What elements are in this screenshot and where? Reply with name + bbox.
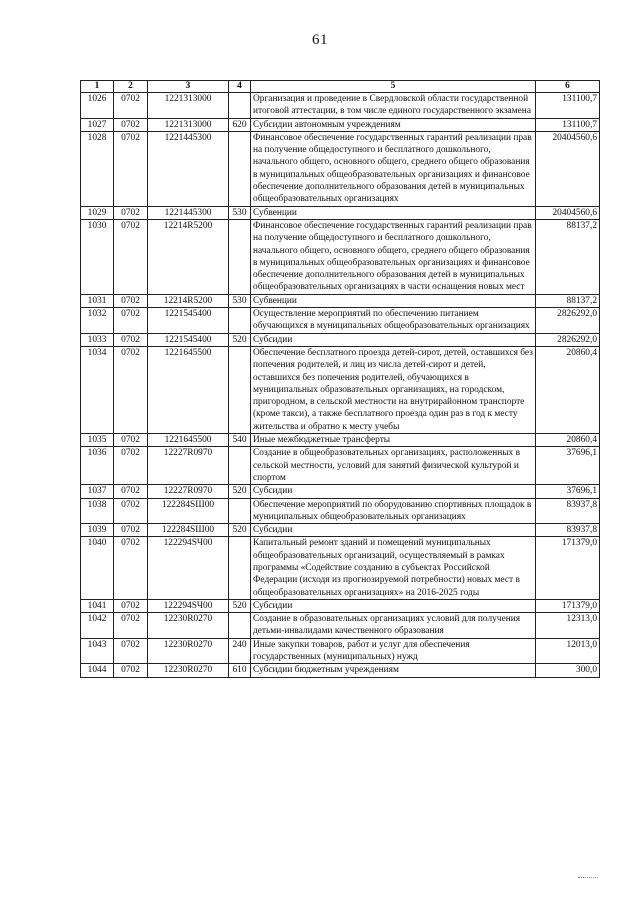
cell-target: 1221445300 — [148, 131, 229, 206]
cell-num: 1035 — [81, 434, 114, 447]
cell-num: 1036 — [81, 447, 114, 485]
col-header-num: 1 — [81, 81, 114, 93]
table-row — [81, 613, 600, 639]
cell-target: 12227R0970 — [148, 485, 229, 498]
table-row — [81, 294, 600, 307]
cell-section: 0702 — [114, 333, 148, 346]
cell-section: 0702 — [114, 308, 148, 334]
cell-kind: 520 — [229, 524, 251, 537]
cell-num: 1043 — [81, 638, 114, 664]
table-row — [81, 524, 600, 537]
cell-name: Субсидии бюджетным учреждениям — [251, 664, 536, 677]
cell-section: 0702 — [114, 638, 148, 664]
cell-target: 12230R0270 — [148, 613, 229, 639]
cell-name: Финансовое обеспечение государственных гарантий реализации прав на получение общедоступного и бесплатного дошкольного, начального общего, основного общего, среднего общего образования в муниципальных общеобразовательных организациях и финансовое обеспечение дополнительного образования детей в муниципальных общеобразовательных организациях — [251, 131, 536, 206]
cell-section: 0702 — [114, 524, 148, 537]
cell-name: Иные межбюджетные трансферты — [251, 434, 536, 447]
cell-amount: 20860,4 — [536, 434, 600, 447]
table-row — [81, 638, 600, 664]
cell-target: 1221313000 — [148, 93, 229, 119]
cell-section: 0702 — [114, 664, 148, 677]
cell-name: Субсидии автономным учреждениям — [251, 118, 536, 131]
cell-name: Осуществление мероприятий по обеспечению питанием обучающихся в муниципальных общеобразовательных организациях — [251, 308, 536, 334]
table-row — [81, 498, 600, 524]
cell-amount: 20404560,6 — [536, 206, 600, 219]
cell-target: 1221645500 — [148, 346, 229, 433]
cell-kind — [229, 131, 251, 206]
cell-name: Субсидии — [251, 333, 536, 346]
cell-amount: 88137,2 — [536, 219, 600, 294]
cell-target: 1221645500 — [148, 434, 229, 447]
cell-section: 0702 — [114, 219, 148, 294]
cell-kind: 240 — [229, 638, 251, 664]
table-row — [81, 206, 600, 219]
cell-kind: 610 — [229, 664, 251, 677]
cell-amount: 37696,1 — [536, 447, 600, 485]
cell-kind: 620 — [229, 118, 251, 131]
cell-num: 1038 — [81, 498, 114, 524]
cell-amount: 12013,0 — [536, 638, 600, 664]
cell-section: 0702 — [114, 118, 148, 131]
cell-num: 1034 — [81, 346, 114, 433]
cell-name: Организация и проведение в Свердловской области государственной итоговой аттестации, в том числе единого государственного экзамена — [251, 93, 536, 119]
table-row — [81, 131, 600, 206]
cell-kind — [229, 498, 251, 524]
table-row — [81, 447, 600, 485]
cell-target: 122284SШ00 — [148, 524, 229, 537]
cell-amount: 131100,7 — [536, 118, 600, 131]
cell-amount: 12313,0 — [536, 613, 600, 639]
cell-amount: 2826292,0 — [536, 308, 600, 334]
header-row — [81, 81, 600, 93]
cell-num: 1033 — [81, 333, 114, 346]
col-header-amount: 6 — [536, 81, 600, 93]
cell-name: Капитальный ремонт зданий и помещений муниципальных общеобразовательных организаций, осуществляемый в рамках программы «Содействие созданию в субъектах Российской Федерации (исходя из прогнозируемой потребности) новых мест в общеобразовательных организациях» на 2016-2025 годы — [251, 537, 536, 599]
cell-num: 1029 — [81, 206, 114, 219]
cell-target: 12230R0270 — [148, 638, 229, 664]
table-row — [81, 434, 600, 447]
cell-name: Субсидии — [251, 599, 536, 612]
cell-num: 1041 — [81, 599, 114, 612]
cell-section: 0702 — [114, 447, 148, 485]
cell-amount: 88137,2 — [536, 294, 600, 307]
cell-kind: 520 — [229, 333, 251, 346]
col-header-target: 3 — [148, 81, 229, 93]
cell-num: 1037 — [81, 485, 114, 498]
cell-amount: 83937,8 — [536, 498, 600, 524]
cell-num: 1030 — [81, 219, 114, 294]
cell-amount: 171379,0 — [536, 537, 600, 599]
table-row — [81, 537, 600, 599]
col-header-kind: 4 — [229, 81, 251, 93]
table-row — [81, 485, 600, 498]
cell-name: Иные закупки товаров, работ и услуг для обеспечения государственных (муниципальных) нужд — [251, 638, 536, 664]
table-row — [81, 599, 600, 612]
cell-target: 1221545400 — [148, 308, 229, 334]
cell-kind: 520 — [229, 485, 251, 498]
table-row — [81, 308, 600, 334]
cell-amount: 37696,1 — [536, 485, 600, 498]
cell-target: 12230R0270 — [148, 664, 229, 677]
cell-num: 1039 — [81, 524, 114, 537]
cell-section: 0702 — [114, 485, 148, 498]
cell-target: 1221445300 — [148, 206, 229, 219]
cell-name: Создание в общеобразовательных организациях, расположенных в сельской местности, условий для занятий физической культурой и спортом — [251, 447, 536, 485]
cell-target: 122284SШ00 — [148, 498, 229, 524]
cell-target: 1221545400 — [148, 333, 229, 346]
cell-name: Обеспечение мероприятий по оборудованию спортивных площадок в муниципальных общеобразовательных организациях — [251, 498, 536, 524]
cell-num: 1032 — [81, 308, 114, 334]
cell-section: 0702 — [114, 537, 148, 599]
cell-kind: 530 — [229, 294, 251, 307]
table-row — [81, 333, 600, 346]
cell-kind: 520 — [229, 599, 251, 612]
cell-kind — [229, 447, 251, 485]
cell-section: 0702 — [114, 206, 148, 219]
cell-num: 1026 — [81, 93, 114, 119]
cell-name: Субвенции — [251, 294, 536, 307]
cell-target: 122294SЧ00 — [148, 537, 229, 599]
cell-num: 1042 — [81, 613, 114, 639]
cell-num: 1028 — [81, 131, 114, 206]
cell-name: Создание в образовательных организациях условий для получения детьми-инвалидами качественного образования — [251, 613, 536, 639]
budget-table — [80, 80, 600, 678]
col-header-section: 2 — [114, 81, 148, 93]
cell-target: 12214R5200 — [148, 294, 229, 307]
cell-kind — [229, 308, 251, 334]
cell-section: 0702 — [114, 294, 148, 307]
cell-section: 0702 — [114, 498, 148, 524]
cell-num: 1040 — [81, 537, 114, 599]
cell-name: Субсидии — [251, 524, 536, 537]
table-row — [81, 93, 600, 119]
cell-amount: 300,0 — [536, 664, 600, 677]
cell-amount: 20404560,6 — [536, 131, 600, 206]
cell-num: 1031 — [81, 294, 114, 307]
cell-amount: 2826292,0 — [536, 333, 600, 346]
cell-target: 12227R0970 — [148, 447, 229, 485]
cell-target: 1221313000 — [148, 118, 229, 131]
cell-amount: 20860,4 — [536, 346, 600, 433]
cell-kind — [229, 537, 251, 599]
cell-amount: 83937,8 — [536, 524, 600, 537]
table-row — [81, 118, 600, 131]
col-header-name: 5 — [251, 81, 536, 93]
cell-section: 0702 — [114, 613, 148, 639]
cell-kind: 540 — [229, 434, 251, 447]
cell-amount: 131100,7 — [536, 93, 600, 119]
cell-section: 0702 — [114, 131, 148, 206]
cell-kind — [229, 93, 251, 119]
cell-kind — [229, 613, 251, 639]
cell-num: 1027 — [81, 118, 114, 131]
cell-section: 0702 — [114, 93, 148, 119]
cell-name: Субсидии — [251, 485, 536, 498]
cell-name: Финансовое обеспечение государственных гарантий реализации прав на получение общедоступного и бесплатного дошкольного, начального общего, основного общего, среднего общего образования в муниципальных общеобразовательных организациях и финансовое обеспечение дополнительного образования детей в муниципальных общеобразовательных организациях в части оснащения новых мест — [251, 219, 536, 294]
scan-artifact — [578, 877, 598, 878]
cell-num: 1044 — [81, 664, 114, 677]
cell-kind — [229, 219, 251, 294]
cell-section: 0702 — [114, 346, 148, 433]
cell-section: 0702 — [114, 599, 148, 612]
cell-name: Субвенции — [251, 206, 536, 219]
table-row — [81, 664, 600, 677]
cell-section: 0702 — [114, 434, 148, 447]
table-row — [81, 219, 600, 294]
cell-kind — [229, 346, 251, 433]
page-number: 61 — [312, 32, 328, 48]
cell-name: Обеспечение бесплатного проезда детей-сирот, детей, оставшихся без попечения родителей, и лиц из числа детей-сирот и детей, оставшихся без попечения родителей, обучающихся в муниципальных образовательных организациях, на городском, пригородном, в сельской местности на внутрирайонном транспорте (кроме такси), а также бесплатного проезда один раз в год к месту жительства и обратно к месту учебы — [251, 346, 536, 433]
cell-amount: 171379,0 — [536, 599, 600, 612]
cell-kind: 530 — [229, 206, 251, 219]
table-row — [81, 346, 600, 433]
cell-target: 12214R5200 — [148, 219, 229, 294]
cell-target: 122294SЧ00 — [148, 599, 229, 612]
